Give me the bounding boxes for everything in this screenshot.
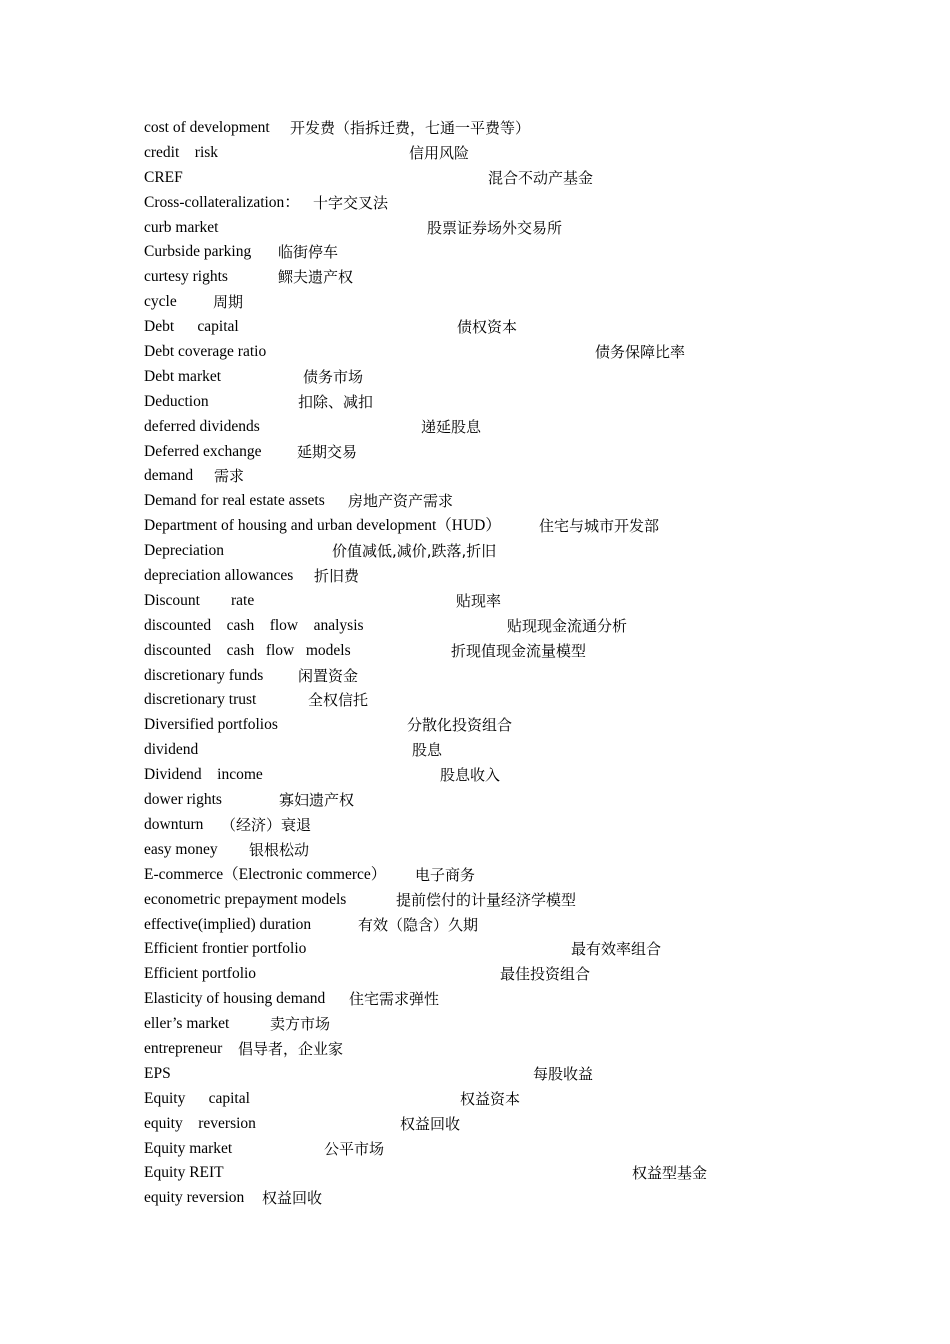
entry-term: Elasticity of housing demand: [144, 990, 326, 1008]
glossary-entry: [144, 962, 864, 987]
glossary-entry: [144, 1012, 864, 1037]
entry-term: Diversified portfolios: [144, 716, 278, 734]
entry-term: eller’s market: [144, 1015, 230, 1033]
entry-translation: 有效（隐含）久期: [358, 915, 479, 934]
entry-translation: 信用风险: [409, 143, 470, 162]
glossary-entry: [144, 1161, 864, 1186]
entry-translation: 延期交易: [297, 442, 358, 461]
entry-term: Cross-collateralization：: [144, 193, 300, 211]
entry-translation: 每股收益: [533, 1064, 594, 1083]
entry-translation: 扣除、减扣: [298, 392, 374, 411]
entry-term: Debt market: [144, 367, 222, 385]
glossary-entry: [144, 415, 864, 440]
entry-term: Department of housing and urban development（HUD）: [144, 517, 501, 535]
entry-term: Debt coverage ratio: [144, 343, 267, 361]
entry-translation: 临街停车: [278, 243, 339, 262]
entry-term: curb market: [144, 218, 219, 236]
glossary-entry: [144, 539, 864, 564]
entry-term: equity reversion: [144, 1189, 245, 1207]
entry-term: Demand for real estate assets: [144, 492, 325, 510]
glossary-entry: [144, 763, 864, 788]
entry-term: Equity capital: [144, 1089, 250, 1107]
entry-term: equity reversion: [144, 1114, 256, 1132]
glossary-entry: [144, 440, 864, 465]
glossary-entry: [144, 1186, 864, 1211]
entry-translation: 卖方市场: [270, 1015, 331, 1034]
entry-term: demand: [144, 467, 194, 485]
entry-term: Discount rate: [144, 591, 255, 609]
entry-translation: 折现值现金流量模型: [451, 641, 587, 660]
glossary-entry: [144, 514, 864, 539]
glossary-entry: [144, 937, 864, 962]
entry-term: cycle: [144, 293, 177, 311]
entry-translation: 提前偿付的计量经济学模型: [396, 890, 577, 909]
entry-translation: 债权资本: [457, 318, 518, 337]
entry-term: deferred dividends: [144, 417, 260, 435]
entry-translation: 十字交叉法: [313, 193, 389, 212]
entry-translation: 债务保障比率: [595, 343, 686, 362]
glossary-entry: [144, 340, 864, 365]
glossary-entry: [144, 838, 864, 863]
entry-term: Curbside parking: [144, 243, 252, 261]
glossary-entry: [144, 589, 864, 614]
glossary-entry: [144, 688, 864, 713]
glossary-entry: [144, 191, 864, 216]
entry-translation: 住宅需求弹性: [349, 990, 440, 1009]
entry-term: credit risk: [144, 143, 219, 161]
entry-translation: 倡导者，企业家: [238, 1039, 344, 1058]
glossary-entry: [144, 116, 864, 141]
entry-term: discounted cash flow analysis: [144, 616, 364, 634]
entry-translation: （经济）衰退: [221, 815, 312, 834]
entry-term: downturn: [144, 815, 204, 833]
glossary-entry: [144, 141, 864, 166]
entry-translation: 折旧费: [314, 567, 360, 586]
glossary-entry: [144, 1087, 864, 1112]
entry-term: discretionary trust: [144, 691, 257, 709]
entry-translation: 寡妇遗产权: [279, 791, 355, 810]
glossary-entry: [144, 240, 864, 265]
entry-term: dower rights: [144, 791, 222, 809]
entry-term: Equity REIT: [144, 1164, 224, 1182]
entry-translation: 股息收入: [440, 766, 501, 785]
glossary-entry: [144, 464, 864, 489]
entry-term: discounted cash flow models: [144, 641, 351, 659]
entry-translation: 分散化投资组合: [407, 716, 513, 735]
entry-term: depreciation allowances: [144, 567, 294, 585]
glossary-entry: [144, 390, 864, 415]
entry-translation: 鳏夫遗产权: [278, 268, 354, 287]
glossary-entry: [144, 265, 864, 290]
entry-translation: 权益回收: [262, 1189, 323, 1208]
entry-translation: 闲置资金: [298, 666, 359, 685]
entry-translation: 贴现率: [456, 591, 502, 610]
entry-term: econometric prepayment models: [144, 890, 347, 908]
glossary-entry: [144, 888, 864, 913]
entry-translation: 贴现现金流通分析: [507, 616, 628, 635]
entry-translation: 需求: [214, 467, 245, 486]
glossary-list: [144, 116, 864, 1211]
entry-translation: 权益回收: [400, 1114, 461, 1133]
entry-term: curtesy rights: [144, 268, 228, 286]
entry-translation: 住宅与城市开发部: [539, 517, 660, 536]
entry-translation: 银根松动: [249, 840, 310, 859]
glossary-entry: [144, 788, 864, 813]
entry-translation: 股票证券场外交易所: [427, 218, 563, 237]
entry-term: Debt capital: [144, 318, 239, 336]
entry-translation: 最有效率组合: [571, 940, 662, 959]
glossary-entry: [144, 166, 864, 191]
glossary-entry: [144, 987, 864, 1012]
glossary-entry: [144, 1062, 864, 1087]
entry-term: easy money: [144, 840, 218, 858]
glossary-entry: [144, 315, 864, 340]
entry-translation: 最佳投资组合: [500, 965, 591, 984]
entry-term: cost of development: [144, 119, 270, 136]
glossary-entry: [144, 813, 864, 838]
entry-term: Efficient frontier portfolio: [144, 940, 307, 958]
entry-translation: 混合不动产基金: [488, 168, 594, 187]
glossary-entry: [144, 713, 864, 738]
entry-term: Depreciation: [144, 542, 225, 560]
glossary-entry: [144, 913, 864, 938]
glossary-entry: [144, 489, 864, 514]
glossary-entry: [144, 1137, 864, 1162]
entry-term: Deduction: [144, 392, 209, 410]
glossary-entry: [144, 365, 864, 390]
glossary-entry: [144, 216, 864, 241]
entry-term: dividend: [144, 741, 199, 759]
entry-translation: 权益资本: [460, 1089, 521, 1108]
entry-translation: 价值减低,减价,跌落,折旧: [332, 542, 497, 561]
glossary-entry: [144, 614, 864, 639]
entry-term: effective(implied) duration: [144, 915, 312, 933]
glossary-entry: [144, 664, 864, 689]
entry-term: Equity market: [144, 1139, 233, 1157]
entry-translation: 房地产资产需求: [348, 492, 454, 511]
entry-translation: 电子商务: [415, 865, 476, 884]
entry-term: CREF: [144, 168, 183, 186]
glossary-entry: [144, 1112, 864, 1137]
entry-translation: 权益型基金: [632, 1164, 708, 1183]
entry-term: entrepreneur: [144, 1039, 223, 1057]
glossary-entry: [144, 863, 864, 888]
glossary-entry: [144, 738, 864, 763]
entry-translation: 周期: [213, 293, 244, 312]
entry-translation: 公平市场: [324, 1139, 385, 1158]
entry-translation: 全权信托: [308, 691, 369, 710]
entry-translation: 债务市场: [303, 367, 364, 386]
entry-term: discretionary funds: [144, 666, 264, 684]
glossary-entry: [144, 1037, 864, 1062]
entry-translation: 递延股息: [421, 417, 482, 436]
entry-term: EPS: [144, 1064, 171, 1082]
entry-term: E-commerce（Electronic commerce）: [144, 865, 387, 883]
entry-translation: 开发费（指拆迁费，七通一平费等）: [290, 119, 531, 137]
entry-term: Dividend income: [144, 766, 263, 784]
glossary-entry: [144, 290, 864, 315]
entry-translation: 股息: [412, 741, 443, 760]
glossary-entry: [144, 564, 864, 589]
glossary-entry: [144, 639, 864, 664]
entry-term: Deferred exchange: [144, 442, 262, 460]
entry-term: Efficient portfolio: [144, 965, 257, 983]
